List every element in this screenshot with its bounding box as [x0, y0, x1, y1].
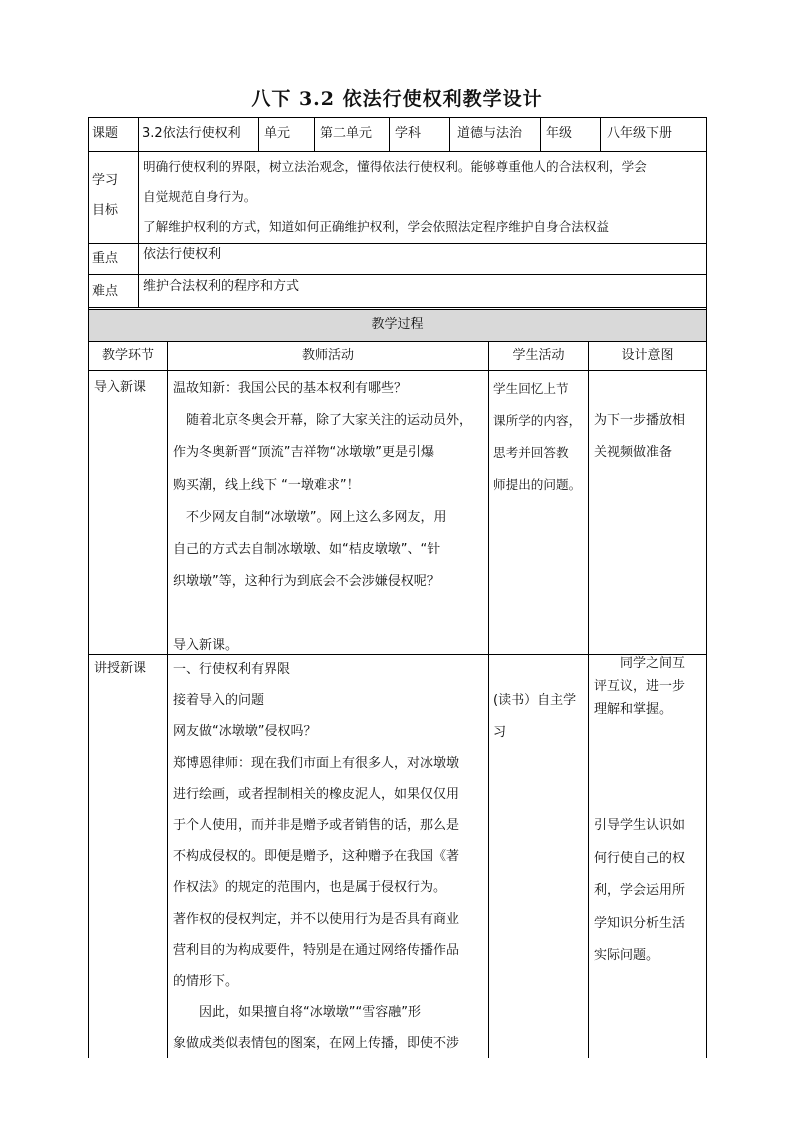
teacher-teaching-line-13: 象做成类似表情包的图案，在网上传播，即使不涉 [173, 1036, 460, 1052]
vline-topic-6 [540, 117, 541, 151]
teacher-intro [173, 373, 487, 663]
topic-label: 课题 [92, 126, 119, 141]
vline-topic-2 [258, 117, 259, 151]
teacher-intro-line-2: 随着北京冬奥会开幕，除了大家关注的运动员外， [186, 413, 473, 429]
vline-student-col [588, 341, 589, 1058]
teacher-intro-line-3: 作为冬奥新晋“顶流”吉祥物“冰墩墩”更是引爆 [173, 445, 434, 461]
teacher-teaching-line-9: 著作权的侵权判定，并不以使用行为是否具有商业 [173, 911, 460, 927]
teacher-teaching-line-1: 一、行使权利有界限 [173, 662, 291, 677]
teacher-teaching [173, 654, 487, 1060]
intent-teaching-a-line-1: 同学之间互 [620, 656, 686, 671]
goals-label-line-2: 目标 [92, 203, 119, 218]
vline-topic-7 [600, 117, 601, 151]
teacher-intro-line-1: 温故知新：我国公民的基本权利有哪些？ [173, 381, 408, 396]
teacher-intro-line-8 [173, 598, 487, 630]
teacher-intro-line-5: 不少网友自制“冰墩墩”。网上这么多网友，用 [186, 509, 447, 525]
teacher-teaching-line-3: 网友做“冰墩墩”侵权吗？ [173, 724, 317, 740]
goals-text [143, 152, 705, 242]
process-header: 教学过程 [371, 317, 424, 332]
vline-teacher-col [488, 341, 489, 1058]
col-header-student: 学生活动 [512, 348, 565, 363]
goals-line-3: 了解维护权利的方式，知道如何正确维护权利，学会依照法定程序维护自身合法权益 [143, 219, 609, 234]
intent-teaching-a [594, 652, 704, 721]
intent-intro-line-3: 关视频做准备 [594, 445, 673, 460]
teacher-teaching-line-4: 郑博恩律师：现在我们市面上有很多人，对冰墩墩 [173, 755, 460, 771]
student-intro-line-4: 师提出的问题。 [493, 477, 582, 492]
intent-teaching-b-line-5: 实际问题。 [594, 948, 660, 963]
subject-label: 学科 [395, 126, 422, 141]
teacher-teaching-line-2: 接着导入的问题 [173, 693, 265, 709]
vline-topic-3 [314, 117, 315, 151]
student-intro-line-1: 学生回忆上节 [493, 381, 569, 396]
unit-label: 单元 [264, 126, 291, 141]
unit-value: 第二单元 [320, 126, 373, 141]
goals-label-line-1: 学习 [92, 173, 119, 188]
vline-label-col [138, 151, 139, 307]
teacher-intro-line-4: 购买潮，线上线下 “一墩难求”！ [173, 477, 360, 493]
teacher-teaching-line-11: 的情形下。 [173, 974, 239, 990]
subject-value: 道德与法治 [457, 126, 523, 141]
student-intro-line-3: 思考并回答教 [493, 445, 569, 460]
student-intro-line-2: 课所学的内容， [493, 413, 582, 428]
teacher-teaching-line-8: 作权法》的规定的范围内，也是属于侵权行为。 [173, 880, 447, 896]
col-header-teacher: 教师活动 [301, 348, 354, 363]
intent-teaching-b-line-2: 何行使自己的权 [594, 850, 686, 866]
intent-teaching-a-line-2: 评互议，进一步 [594, 679, 686, 694]
col-header-intent: 设计意图 [621, 348, 674, 363]
goals-line-1: 明确行使权利的界限，树立法治观念，懂得依法行使权利。能够尊重他人的合法权利，学会 [143, 159, 647, 174]
teacher-teaching-line-6: 于个人使用，而并非是赠予或者销售的话，那么是 [173, 818, 460, 834]
difficulty-label: 难点 [92, 284, 119, 299]
difficulty-value: 维护合法权利的程序和方式 [143, 279, 300, 294]
vline-topic-5 [449, 117, 450, 151]
intent-teaching-b [594, 810, 704, 973]
vline-topic-1 [138, 117, 139, 151]
col-header-stage: 教学环节 [101, 348, 154, 363]
grade-label: 年级 [546, 126, 573, 141]
document-title: 八下 3.2 依法行使权利教学设计 [251, 88, 543, 110]
intent-intro-line-1 [594, 373, 704, 405]
table-border-left [88, 117, 89, 1058]
intent-teaching-b-line-3: 利，学会运用所 [594, 883, 686, 898]
topic-value: 3.2依法行使权利 [142, 126, 241, 141]
hline-after-difficulty [88, 307, 707, 308]
teacher-teaching-line-5: 进行绘画，或者捏制相关的橡皮泥人，如果仅仅用 [173, 786, 460, 802]
student-intro [493, 373, 588, 501]
vline-topic-4 [389, 117, 390, 151]
teacher-intro-line-9: 导入新课。 [173, 638, 239, 654]
teacher-teaching-line-12: 因此，如果擅自将“冰墩墩”“雪容融”形 [199, 1005, 421, 1021]
key-point-value: 依法行使权利 [143, 247, 222, 262]
intent-intro [594, 373, 704, 469]
teacher-teaching-line-7: 不构成侵权的。即便是赠予，这种赠予在我国《著 [173, 849, 460, 865]
grade-value: 八年级下册 [607, 126, 673, 141]
student-teaching [493, 685, 588, 749]
key-point-label: 重点 [92, 251, 119, 266]
stage-intro: 导入新课 [94, 380, 147, 395]
stage-teaching: 讲授新课 [94, 661, 147, 676]
hline-top [88, 117, 707, 118]
goals-line-2: 自觉规范自身行为。 [143, 189, 257, 204]
intent-intro-line-2: 为下一步播放相 [594, 413, 686, 428]
table-border-right [706, 117, 707, 1058]
student-teaching-line-2: 习 [493, 725, 507, 740]
teacher-intro-line-6: 自己的方式去自制冰墩墩、如“桔皮墩墩”、“针 [173, 542, 441, 558]
vline-stage-col [167, 341, 168, 1058]
intent-teaching-a-line-3: 理解和掌握。 [594, 702, 673, 717]
teacher-intro-line-7: 织墩墩”等，这种行为到底会不会涉嫌侵权呢？ [173, 574, 440, 590]
intent-teaching-b-line-1: 引导学生认识如 [594, 818, 686, 833]
intent-teaching-b-line-4: 学知识分析生活 [594, 915, 686, 931]
teacher-teaching-line-10: 营利目的为构成要件，特别是在通过网络传播作品 [173, 942, 460, 958]
student-teaching-line-1: (读书）自主学 [493, 693, 577, 708]
goals-label [92, 166, 136, 226]
